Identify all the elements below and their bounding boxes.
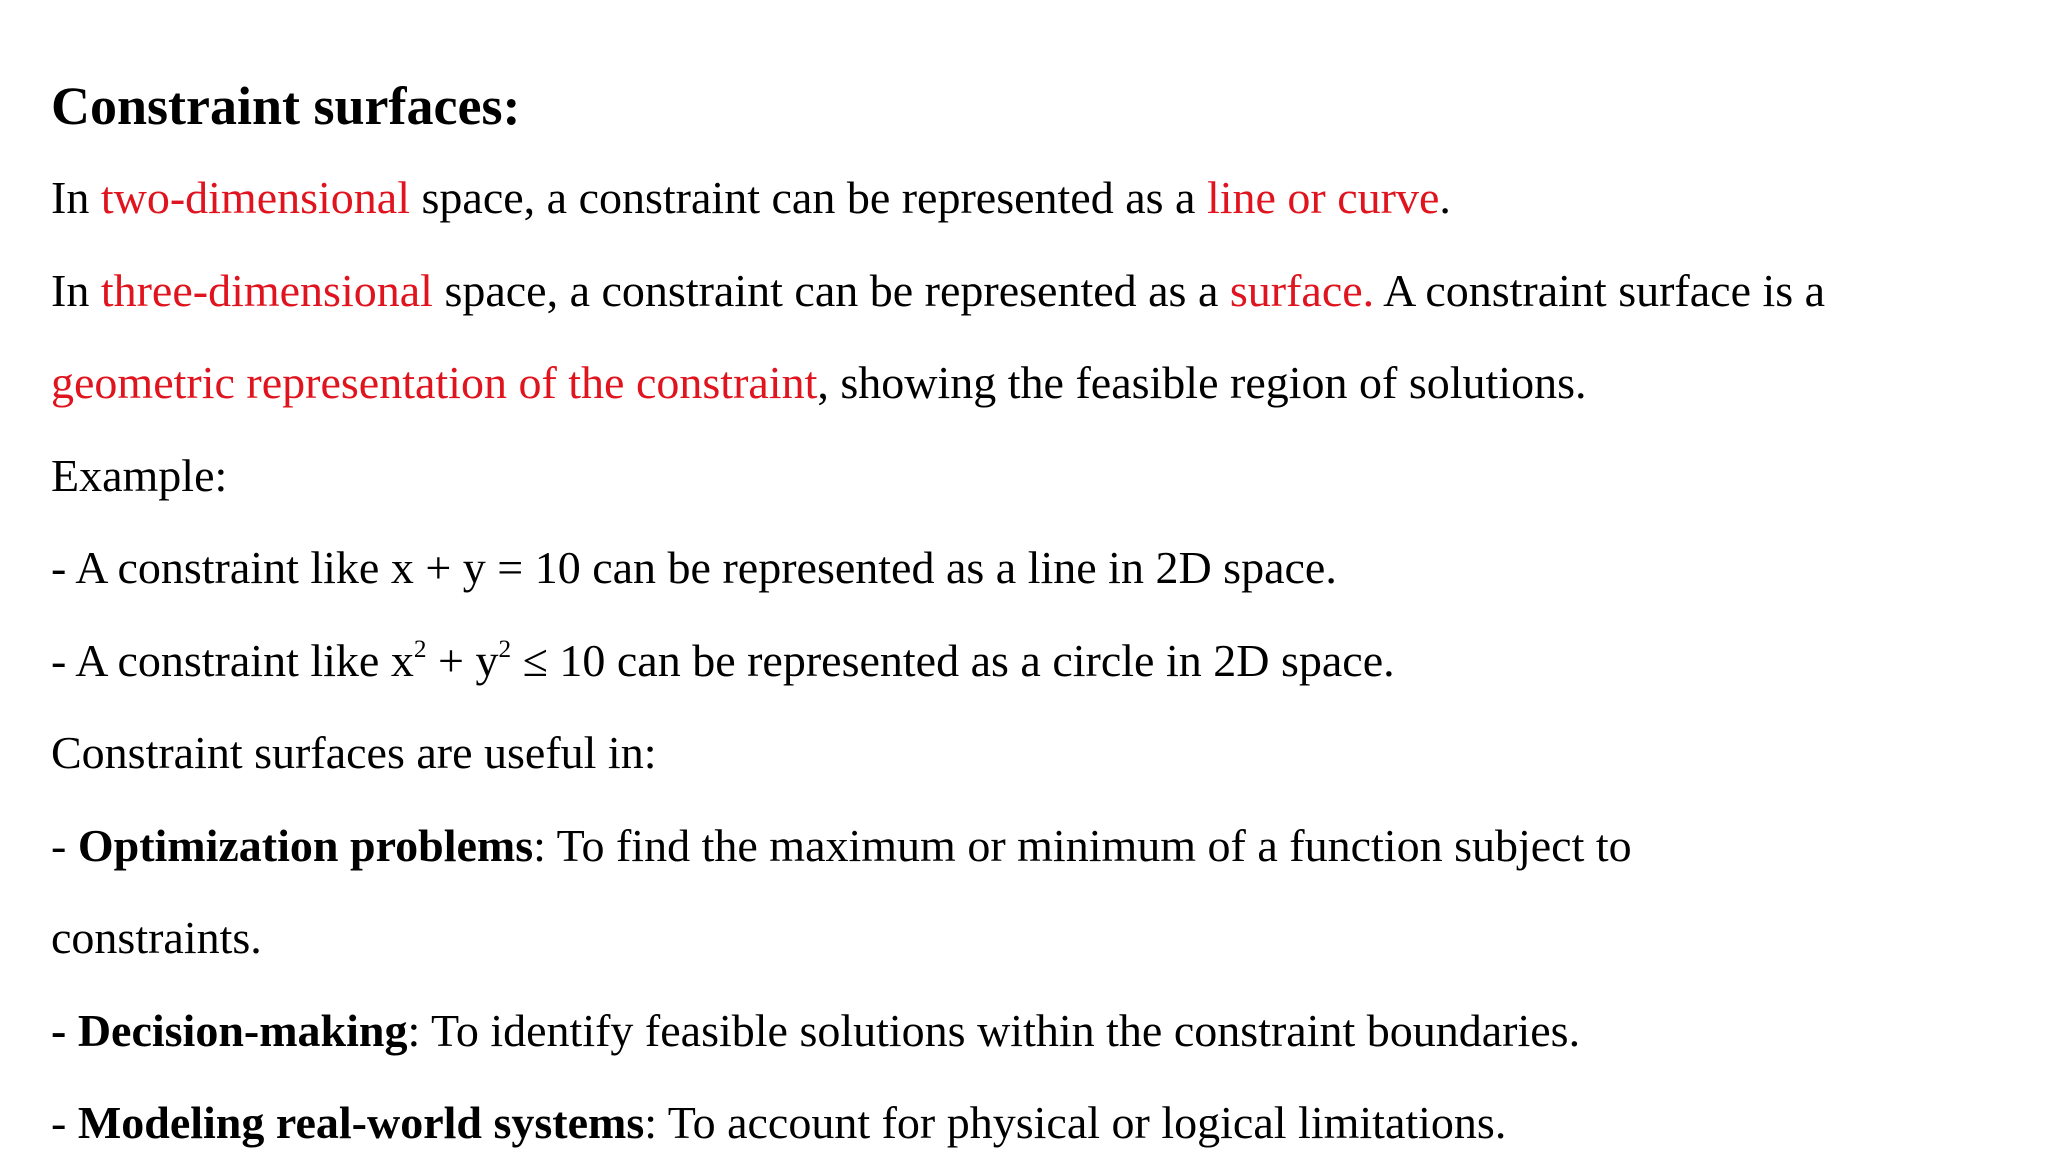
text-run: space, a constraint can be represented as a	[432, 264, 1230, 316]
red-text-run: surface.	[1229, 264, 1375, 316]
text-line-2d	[51, 152, 2041, 245]
sup-text-run: 2	[498, 634, 512, 663]
text-run: : To account for physical or logical limitations.	[644, 1097, 1507, 1148]
text-run: , showing the feasible region of solutions.	[817, 357, 1587, 408]
text-run: : To identify feasible solutions within the constraint boundaries.	[407, 1004, 1581, 1056]
text-run: + y	[426, 634, 499, 686]
text-run: constraints.	[51, 912, 262, 963]
red-text-run: two-dimensional	[100, 172, 411, 223]
text-run: - A constraint like x + y = 10 can be represented as a line in 2D space.	[51, 542, 1337, 593]
page-title: Constraint surfaces:	[51, 76, 521, 136]
document-page	[51, 60, 2041, 1170]
text-line-3d-b	[51, 337, 2041, 430]
bold-text-run: - Decision-making	[51, 1004, 408, 1056]
text-line-example-line	[51, 522, 2041, 615]
text-line-useful-label	[51, 707, 2041, 800]
text-run: Example:	[51, 449, 228, 501]
text-run: Constraint surfaces are useful in:	[51, 727, 657, 778]
text-line-example-circle	[51, 615, 2041, 708]
bold-text-run: Optimization problems	[77, 819, 534, 871]
sup-text-run: 2	[413, 634, 427, 663]
text-body	[51, 152, 2041, 1170]
text-run: In	[51, 264, 101, 316]
text-run: ≤ 10 can be represented as a circle in 2D space.	[511, 634, 1395, 686]
text-line-modeling	[51, 1077, 2041, 1170]
red-text-run: three-dimensional	[100, 264, 433, 316]
text-line-optimization-b	[51, 892, 2041, 985]
text-line-3d-a	[51, 245, 2041, 338]
text-run: : To find the maximum or minimum of a function subject to	[533, 819, 1632, 871]
red-text-run: geometric representation of the constraint	[51, 357, 818, 408]
text-run: .	[1439, 172, 1451, 223]
text-run: In	[51, 172, 101, 223]
text-run: -	[51, 819, 78, 871]
text-line-decision	[51, 985, 2041, 1078]
text-line-optimization-a	[51, 800, 2041, 893]
text-run: -	[51, 1097, 78, 1148]
text-run: space, a constraint can be represented as a	[410, 172, 1207, 223]
text-run: - A constraint like x	[51, 634, 414, 686]
text-line-example-label	[51, 430, 2041, 523]
red-text-run: line or curve	[1206, 172, 1440, 223]
bold-text-run: Modeling real-world systems	[77, 1097, 645, 1148]
text-run: A constraint surface is a	[1374, 264, 1826, 316]
